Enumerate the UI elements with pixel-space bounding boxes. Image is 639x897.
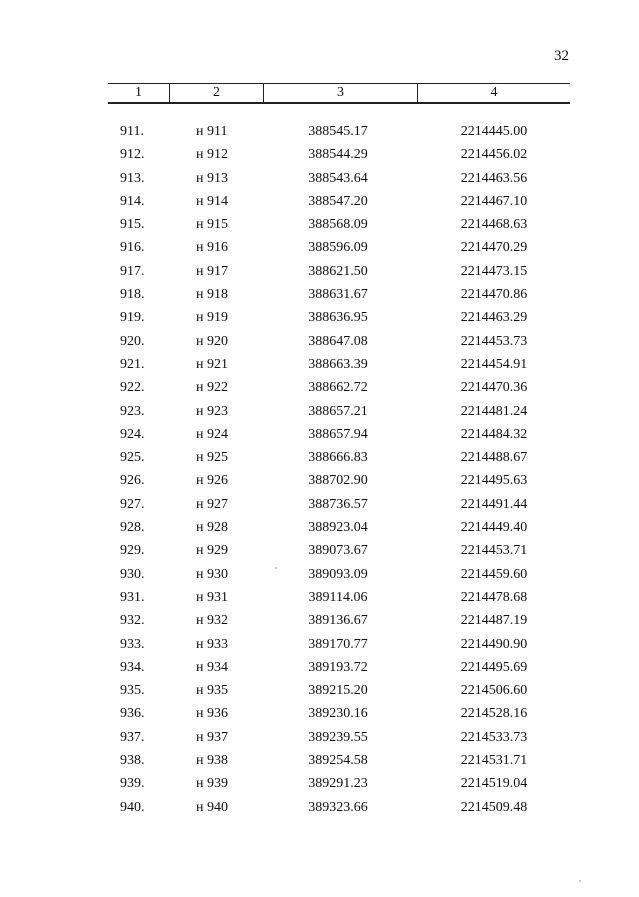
- table-row: [0, 308, 639, 331]
- table-header: [108, 83, 570, 104]
- point-name: н 928: [196, 520, 228, 536]
- coordinate-x: 389323.66: [308, 799, 368, 815]
- table-row: [0, 238, 639, 261]
- point-name: н 933: [196, 636, 228, 652]
- point-name: н 918: [196, 287, 228, 303]
- table-row: [0, 774, 639, 797]
- point-name: н 939: [196, 776, 228, 792]
- table-row: [0, 658, 639, 681]
- coordinate-y: 2214488.67: [460, 450, 528, 466]
- point-index: 935.: [120, 683, 145, 699]
- header-col-3: 3: [263, 84, 417, 102]
- point-index: 932.: [120, 613, 145, 629]
- point-name: н 938: [196, 753, 228, 769]
- coordinate-y: 2214490.90: [460, 636, 528, 652]
- point-index: 916.: [120, 240, 145, 256]
- coordinate-y: 2214449.40: [460, 520, 528, 536]
- scan-speck: [579, 880, 581, 882]
- point-name: н 914: [196, 193, 228, 209]
- table-row: [0, 192, 639, 215]
- coordinate-x: 388736.57: [308, 496, 368, 512]
- coordinate-y: 2214519.04: [460, 776, 528, 792]
- point-index: 940.: [120, 799, 145, 815]
- table-row: [0, 728, 639, 751]
- point-index: 939.: [120, 776, 145, 792]
- coordinate-x: 389170.77: [308, 636, 368, 652]
- coordinate-x: 388545.17: [308, 124, 368, 139]
- point-index: 918.: [120, 287, 145, 303]
- point-index: 937.: [120, 729, 145, 745]
- table-row: [0, 262, 639, 285]
- table-body: [0, 122, 639, 821]
- table-row: [0, 215, 639, 238]
- point-name: н 920: [196, 333, 228, 349]
- coordinate-x: 388636.95: [308, 310, 368, 326]
- coordinate-y: 2214506.60: [460, 683, 528, 699]
- point-name: н 917: [196, 263, 228, 279]
- table-row: [0, 635, 639, 658]
- coordinate-y: 2214495.69: [460, 659, 528, 675]
- coordinate-x: 388596.09: [308, 240, 368, 256]
- coordinate-y: 2214463.29: [460, 310, 528, 326]
- table-row: [0, 704, 639, 727]
- coordinate-x: 388923.04: [308, 520, 368, 536]
- table-row: [0, 378, 639, 401]
- coordinate-y: 2214453.73: [460, 333, 528, 349]
- table-row: [0, 332, 639, 355]
- coordinate-x: 388543.64: [308, 170, 368, 186]
- point-name: н 921: [196, 356, 228, 372]
- coordinate-y: 2214531.71: [460, 753, 528, 769]
- coordinate-x: 388657.21: [308, 403, 368, 419]
- coordinate-y: 2214459.60: [460, 566, 528, 582]
- coordinate-y: 2214445.00: [460, 124, 528, 139]
- point-name: н 937: [196, 729, 228, 745]
- scan-speck: [275, 567, 277, 569]
- coordinate-x: 389239.55: [308, 729, 368, 745]
- coordinate-y: 2214509.48: [460, 799, 528, 815]
- point-name: н 915: [196, 217, 228, 233]
- point-index: 933.: [120, 636, 145, 652]
- point-name: н 926: [196, 473, 228, 489]
- coordinate-y: 2214463.56: [460, 170, 528, 186]
- coordinate-y: 2214491.44: [460, 496, 528, 512]
- point-index: 930.: [120, 566, 145, 582]
- coordinate-x: 388621.50: [308, 263, 368, 279]
- coordinate-x: 389193.72: [308, 659, 368, 675]
- coordinate-y: 2214495.63: [460, 473, 528, 489]
- point-name: н 935: [196, 683, 228, 699]
- coordinate-y: 2214470.36: [460, 380, 528, 396]
- page-number: 32: [554, 48, 569, 64]
- coordinate-y: 2214454.91: [460, 356, 528, 372]
- point-name: н 911: [196, 124, 228, 139]
- coordinate-y: 2214528.16: [460, 706, 528, 722]
- coordinate-x: 388544.29: [308, 147, 368, 163]
- table-row: [0, 169, 639, 192]
- coordinate-x: 388647.08: [308, 333, 368, 349]
- coordinate-x: 389073.67: [308, 543, 368, 559]
- coordinate-y: 2214481.24: [460, 403, 528, 419]
- table-row: [0, 145, 639, 168]
- point-name: н 913: [196, 170, 228, 186]
- table-row: [0, 751, 639, 774]
- coordinate-y: 2214478.68: [460, 589, 528, 605]
- point-name: н 919: [196, 310, 228, 326]
- point-index: 925.: [120, 450, 145, 466]
- point-name: н 924: [196, 426, 228, 442]
- table-row: [0, 285, 639, 308]
- coordinate-x: 388631.67: [308, 287, 368, 303]
- point-name: н 932: [196, 613, 228, 629]
- header-col-4: 4: [417, 84, 570, 102]
- table-row: [0, 681, 639, 704]
- coordinate-y: 2214533.73: [460, 729, 528, 745]
- point-index: 912.: [120, 147, 145, 163]
- point-name: н 912: [196, 147, 228, 163]
- coordinate-x: 388568.09: [308, 217, 368, 233]
- coordinate-x: 389254.58: [308, 753, 368, 769]
- point-index: 938.: [120, 753, 145, 769]
- header-col-1: 1: [135, 85, 142, 100]
- coordinate-y: 2214453.71: [460, 543, 528, 559]
- table-row: [0, 425, 639, 448]
- point-index: 913.: [120, 170, 145, 186]
- point-index: 914.: [120, 193, 145, 209]
- table-row: [0, 798, 639, 821]
- point-index: 929.: [120, 543, 145, 559]
- table-row: [0, 355, 639, 378]
- coordinate-x: 388662.72: [308, 380, 368, 396]
- coordinate-y: 2214470.86: [460, 287, 528, 303]
- coordinate-x: 389215.20: [308, 683, 368, 699]
- point-index: 936.: [120, 706, 145, 722]
- coordinate-x: 389136.67: [308, 613, 368, 629]
- point-name: н 922: [196, 380, 228, 396]
- coordinate-x: 388547.20: [308, 193, 368, 209]
- point-index: 921.: [120, 356, 145, 372]
- point-index: 924.: [120, 426, 145, 442]
- point-index: 927.: [120, 496, 145, 512]
- table-row: [0, 495, 639, 518]
- table-row: [0, 541, 639, 564]
- table-row: [0, 518, 639, 541]
- coordinate-x: 388663.39: [308, 356, 368, 372]
- point-index: 919.: [120, 310, 145, 326]
- table-row: [0, 402, 639, 425]
- point-name: н 940: [196, 799, 228, 815]
- point-index: 915.: [120, 217, 145, 233]
- coordinate-y: 2214456.02: [460, 147, 528, 163]
- coordinate-x: 388666.83: [308, 450, 368, 466]
- coordinate-x: 389093.09: [308, 566, 368, 582]
- coordinate-x: 389291.23: [308, 776, 368, 792]
- point-index: 920.: [120, 333, 145, 349]
- point-name: н 929: [196, 543, 228, 559]
- point-name: н 936: [196, 706, 228, 722]
- table-row: [0, 611, 639, 634]
- point-index: 931.: [120, 589, 145, 605]
- coordinate-y: 2214487.19: [460, 613, 528, 629]
- point-name: н 930: [196, 566, 228, 582]
- point-index: 922.: [120, 380, 145, 396]
- point-name: н 927: [196, 496, 228, 512]
- point-name: н 923: [196, 403, 228, 419]
- point-index: 917.: [120, 263, 145, 279]
- point-index: 926.: [120, 473, 145, 489]
- point-name: н 916: [196, 240, 228, 256]
- coordinate-x: 388702.90: [308, 473, 368, 489]
- coordinate-y: 2214470.29: [460, 240, 528, 256]
- coordinate-y: 2214473.15: [460, 263, 528, 279]
- point-name: н 934: [196, 659, 228, 675]
- table-row: [0, 122, 639, 145]
- coordinate-y: 2214484.32: [460, 426, 528, 442]
- header-col-2: 2: [169, 84, 263, 102]
- table-row: [0, 565, 639, 588]
- point-index: 928.: [120, 520, 145, 536]
- point-name: н 925: [196, 450, 228, 466]
- coordinate-y: 2214467.10: [460, 193, 528, 209]
- point-index: 923.: [120, 403, 145, 419]
- table-row: [0, 588, 639, 611]
- point-index: 911.: [120, 124, 144, 139]
- point-index: 934.: [120, 659, 145, 675]
- coordinate-x: 389114.06: [308, 589, 368, 605]
- table-row: [0, 471, 639, 494]
- coordinate-x: 388657.94: [308, 426, 368, 442]
- coordinate-x: 389230.16: [308, 706, 368, 722]
- point-name: н 931: [196, 589, 228, 605]
- table-row: [0, 448, 639, 471]
- coordinate-y: 2214468.63: [460, 217, 528, 233]
